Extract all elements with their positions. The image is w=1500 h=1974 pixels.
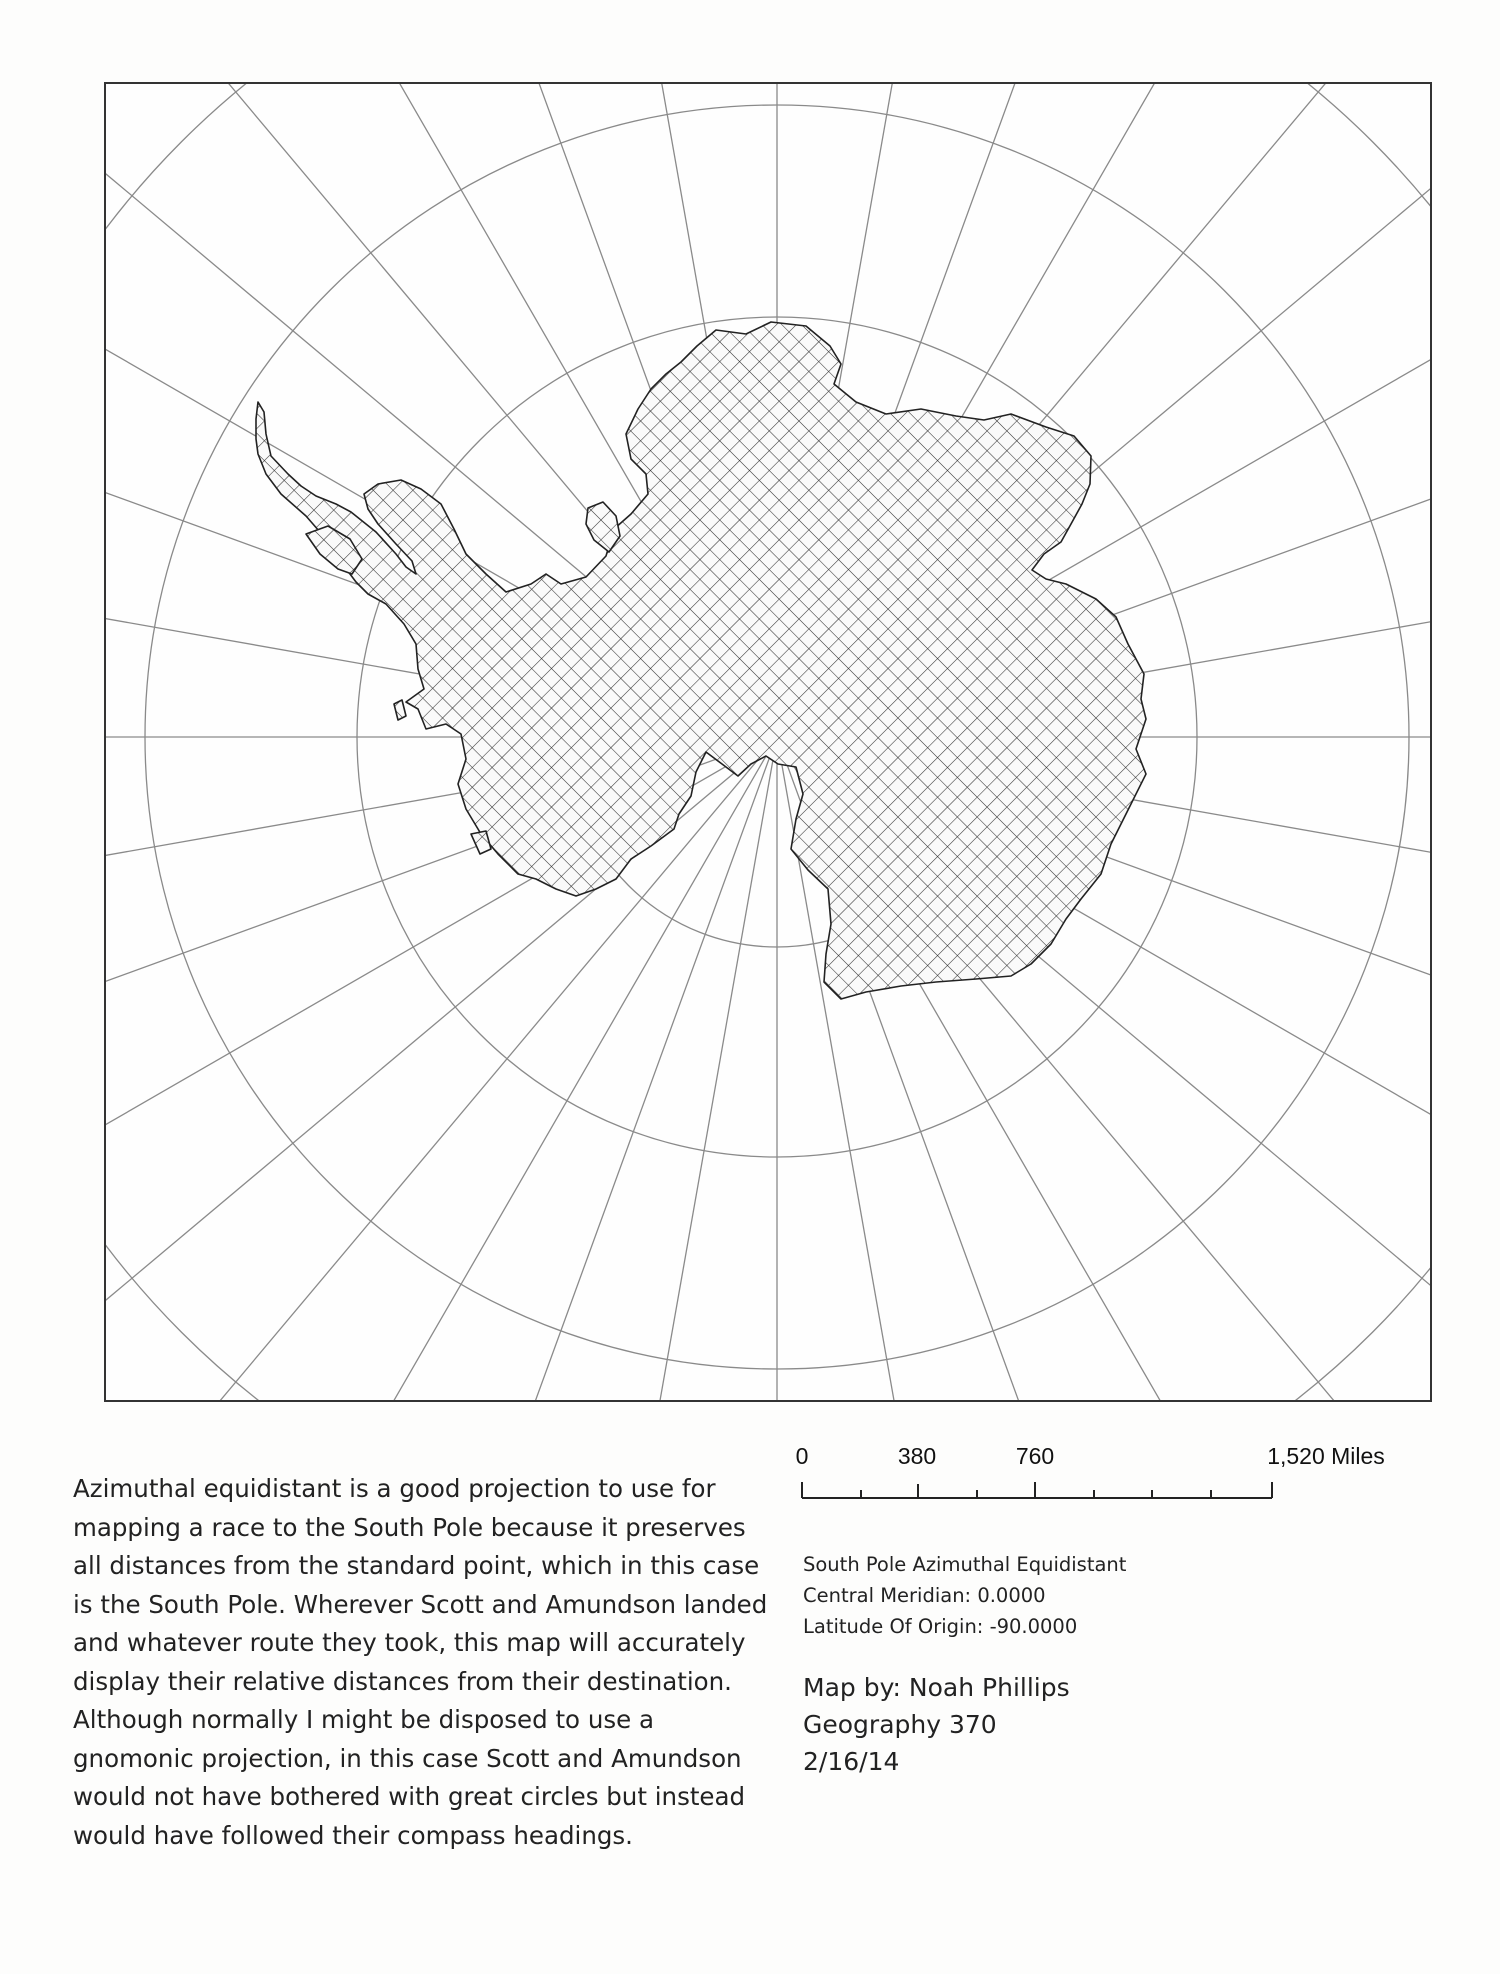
course: Geography 370 xyxy=(803,1710,997,1739)
scale-tick-label-380: 380 xyxy=(897,1443,937,1469)
author: Map by: Noah Phillips xyxy=(803,1673,1070,1702)
meridian-230 xyxy=(106,737,777,1400)
map-frame xyxy=(104,82,1432,1402)
description-paragraph: Azimuthal equidistant is a good projection to use for mapping a race to the South Pole because it preserves all distances from the standard point, which in this case is the South Pole. Wherever Scott and Amundson landed and whatever route they took, this map will accurately display their relative distances from their destination. Although normally I might be disposed to use a gnomonic projection, in this case Scott and Amundson would not have bothered with great circles but instead would have followed their compass headings. xyxy=(73,1474,768,1850)
date: 2/16/14 xyxy=(803,1747,900,1776)
scale-tick-label-0: 0 xyxy=(795,1443,809,1469)
projection-name: South Pole Azimuthal Equidistant xyxy=(803,1553,1127,1576)
meridian-220 xyxy=(106,737,777,1400)
james-ross-island xyxy=(586,502,620,552)
scale-bar-line xyxy=(802,1482,1272,1498)
projection-info xyxy=(803,1549,1126,1642)
small-island-west xyxy=(394,700,406,720)
scale-tick-label-1520: 1,520 Miles xyxy=(1267,1443,1385,1469)
map-credits xyxy=(803,1669,1070,1780)
central-meridian: Central Meridian: 0.0000 xyxy=(803,1584,1046,1607)
scale-tick-label-760: 760 xyxy=(1015,1443,1055,1469)
scale-bar xyxy=(790,1440,1390,1510)
latitude-of-origin: Latitude Of Origin: -90.0000 xyxy=(803,1615,1078,1638)
meridian-240 xyxy=(106,737,777,1337)
antarctica-map xyxy=(106,84,1430,1400)
